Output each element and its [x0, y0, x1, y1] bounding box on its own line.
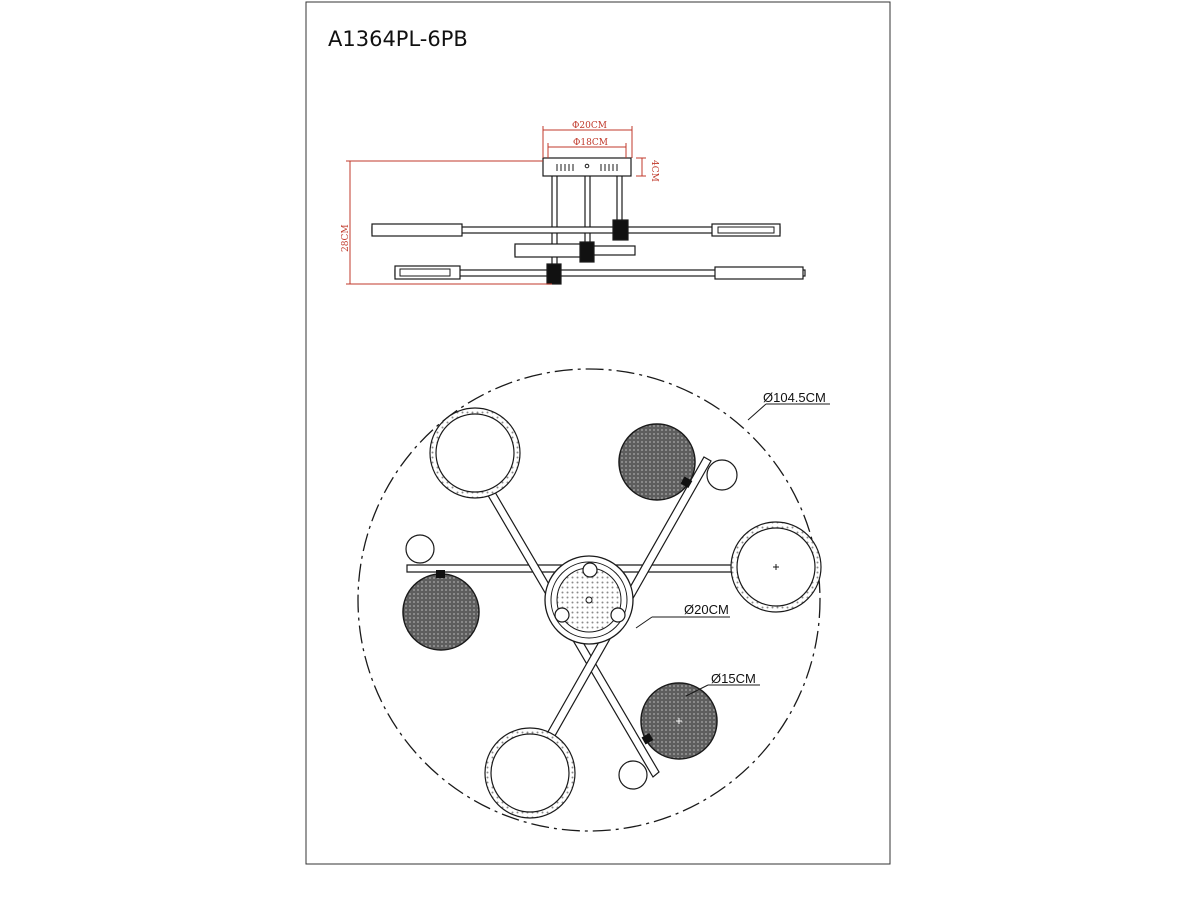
joint-block [613, 220, 628, 240]
joint-block [580, 242, 594, 262]
canopy [543, 158, 631, 176]
lamp-tube [515, 244, 585, 257]
dim-outer-diameter: Φ20CM [572, 121, 607, 131]
lamp-tube [715, 267, 803, 279]
shade-mesh [619, 424, 695, 500]
center-canopy [545, 556, 633, 644]
glass-ball [406, 535, 434, 563]
lamp-tube [372, 224, 462, 236]
dim-total-height: 28CM [341, 224, 351, 252]
glass-ball [707, 460, 737, 490]
joint-block [547, 264, 561, 284]
joint-block [436, 570, 445, 578]
dim-shade-diameter: Ø15CM [711, 671, 756, 686]
shade-clear [430, 408, 520, 498]
page-frame [306, 2, 890, 864]
dim-canopy-height: 4CM [649, 160, 659, 182]
dim-overall-diameter: Ø104.5CM [763, 390, 826, 405]
glass-ball [619, 761, 647, 789]
shade-clear [731, 522, 821, 612]
dim-canopy-diameter: Ø20CM [684, 602, 729, 617]
shade-mesh [403, 574, 479, 650]
shade-clear [485, 728, 575, 818]
dim-inner-diameter: Φ18CM [573, 138, 608, 148]
model-title: A1364PL-6PB [328, 27, 468, 51]
